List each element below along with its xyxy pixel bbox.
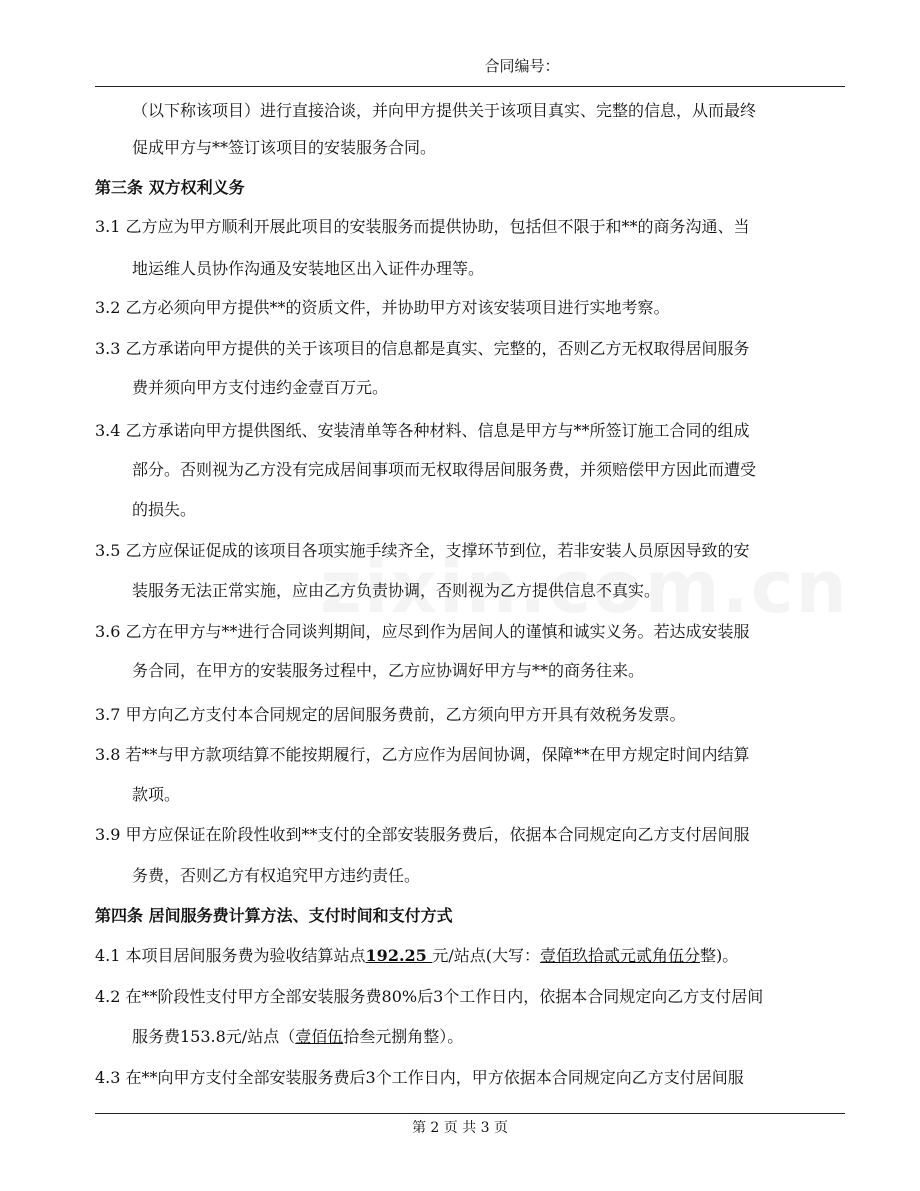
paragraph-line: （以下称该项目）进行直接洽谈，并向甲方提供关于该项目真实、完整的信息，从而最终 <box>132 101 757 120</box>
fee-amount: 192.25 <box>365 946 433 965</box>
clause-3-5: 3.5 乙方应保证促成的该项目各项实施手续齐全，支撑环节到位，若非安装人员原因导致的安 <box>95 541 750 560</box>
clause-3-8-cont: 款项。 <box>132 785 181 804</box>
fee-amount-words: 壹佰玖拾贰元贰角伍分 <box>540 946 701 965</box>
clause-3-2: 3.2 乙方必须向甲方提供**的资质文件，并协助甲方对该安装项目进行实地考察。 <box>95 298 670 317</box>
clause-4-2-text: 拾叁元捌角整）。 <box>343 1027 464 1046</box>
fee-amount-words: 壹佰伍 <box>295 1027 344 1046</box>
clause-3-9: 3.9 甲方应保证在阶段性收到**支付的全部安装服务费后，依据本合同规定向乙方支付居间服 <box>95 825 750 844</box>
clause-4-1-text: 4.1 本项目居间服务费为验收结算站点 <box>95 946 366 965</box>
clause-3-4-cont: 部分。否则视为乙方没有完成居间事项而无权取得居间服务费，并须赔偿甲方因此而遭受 <box>132 460 757 479</box>
clause-3-3: 3.3 乙方承诺向甲方提供的关于该项目的信息都是真实、完整的，否则乙方无权取得居间服务 <box>95 339 750 358</box>
clause-3-9-cont: 务费，否则乙方有权追究甲方违约责任。 <box>132 866 421 885</box>
header-rule <box>95 86 845 87</box>
clause-3-1-cont: 地运维人员协作沟通及安装地区出入证件办理等。 <box>132 259 485 278</box>
clause-3-6-cont: 务合同，在甲方的安装服务过程中，乙方应协调好甲方与**的商务往来。 <box>132 661 645 680</box>
clause-4-1 <box>95 946 738 966</box>
paragraph-line: 促成甲方与**签订该项目的安装服务合同。 <box>132 138 437 157</box>
clause-4-2-cont <box>132 1027 463 1047</box>
clause-3-4: 3.4 乙方承诺向甲方提供图纸、安装清单等各种材料、信息是甲方与**所签订施工合同的组成 <box>95 421 750 440</box>
footer-rule <box>95 1113 845 1114</box>
clause-3-6: 3.6 乙方在甲方与**进行合同谈判期间，应尽到作为居间人的谨慎和诚实义务。若达成安装服 <box>95 622 750 641</box>
clause-3-4-cont: 的损失。 <box>132 500 197 519</box>
clause-3-5-cont: 装服务无法正常实施，应由乙方负责协调，否则视为乙方提供信息不真实。 <box>132 581 661 600</box>
clause-3-3-cont: 费并须向甲方支付违约金壹百万元。 <box>132 378 389 397</box>
page-number: 第 2 页 共 3 页 <box>411 1120 509 1136</box>
contract-number-label: 合同编号： <box>484 57 560 75</box>
section-heading-3: 第三条 双方权利义务 <box>95 178 245 197</box>
clause-4-3: 4.3 在**向甲方支付全部安装服务费后3个工作日内，甲方依据本合同规定向乙方支付居间服 <box>95 1068 744 1087</box>
header <box>0 55 920 76</box>
section-heading-4: 第四条 居间服务费计算方法、支付时间和支付方式 <box>95 906 453 925</box>
clause-4-2: 4.2 在**阶段性支付甲方全部安装服务费80%后3个工作日内，依据本合同规定向乙方支付居间 <box>95 987 764 1006</box>
clause-4-1-text: 整)。 <box>700 946 739 965</box>
clause-3-7: 3.7 甲方向乙方支付本合同规定的居间服务费前，乙方须向甲方开具有效税务发票。 <box>95 705 686 724</box>
clause-4-1-text: 元/站点(大写： <box>432 946 540 965</box>
clause-3-8: 3.8 若**与甲方款项结算不能按期履行，乙方应作为居间协调，保障**在甲方规定时间内结算 <box>95 745 750 764</box>
clause-3-1: 3.1 乙方应为甲方顺利开展此项目的安装服务而提供协助，包括但不限于和**的商务沟通、当 <box>95 217 750 236</box>
clause-4-2-text: 服务费153.8元/站点（ <box>132 1027 296 1046</box>
